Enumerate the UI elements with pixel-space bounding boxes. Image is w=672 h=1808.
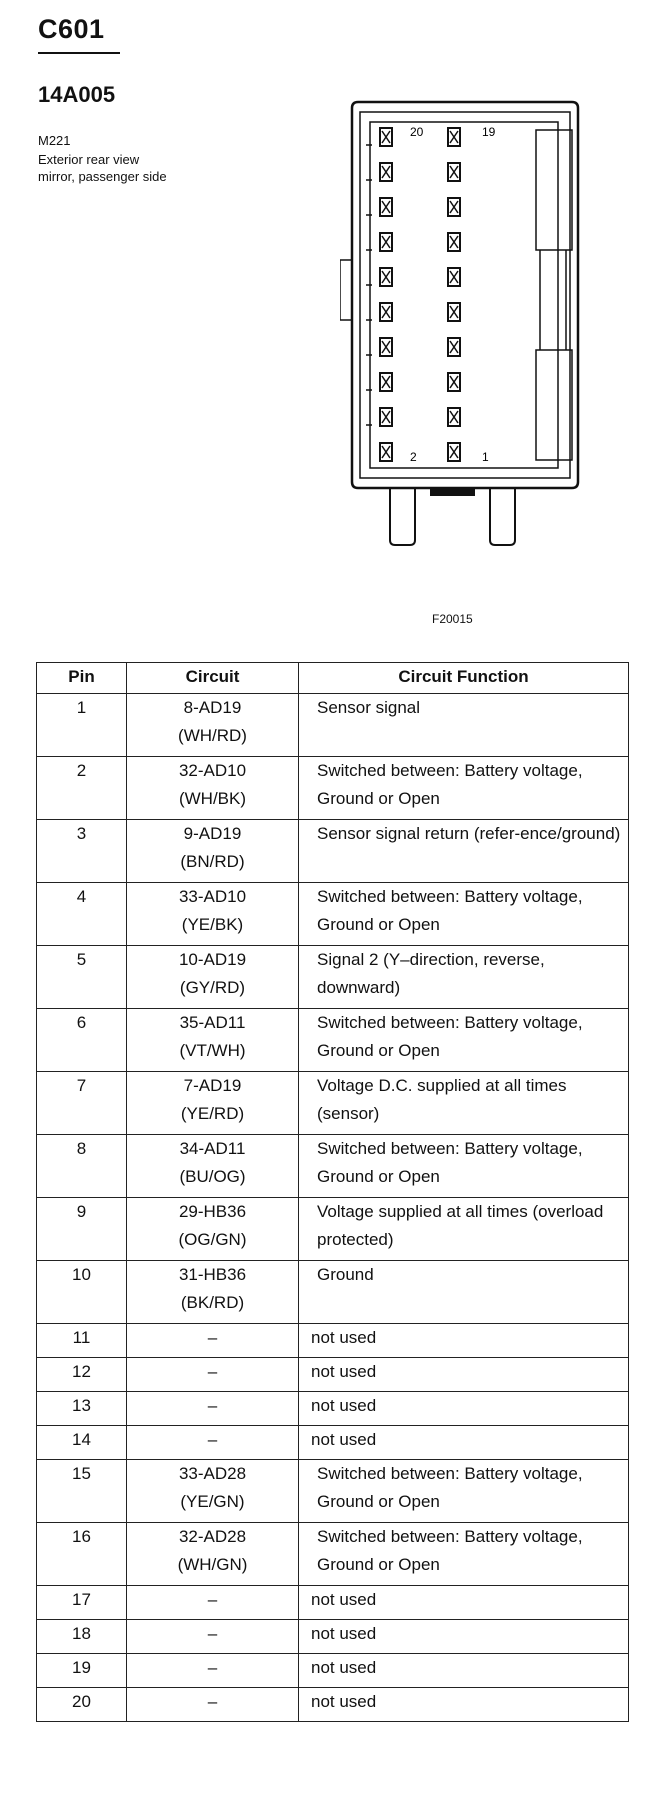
circuit-id: – xyxy=(207,1328,218,1347)
circuit-id: 32-AD28 xyxy=(178,1527,247,1546)
circuit-function: Sensor signal return (refer-ence/ground) xyxy=(299,820,629,883)
wire-color: (YE/RD) xyxy=(180,1104,245,1123)
circuit-function: not used xyxy=(299,1358,629,1392)
wire-color: (GY/RD) xyxy=(179,978,246,997)
pin-terminal xyxy=(448,443,460,461)
circuit-id: 33-AD10 xyxy=(178,887,247,906)
wire-color: (VT/WH) xyxy=(179,1041,246,1060)
pin-number: 3 xyxy=(37,820,127,883)
figure-id: F20015 xyxy=(432,612,473,626)
circuit-cell xyxy=(127,1198,299,1261)
pin-terminal xyxy=(448,198,460,216)
pin-label-2: 2 xyxy=(410,450,417,464)
circuit-function: Sensor signal xyxy=(299,694,629,757)
pin-number: 16 xyxy=(37,1523,127,1586)
circuit-cell xyxy=(127,883,299,946)
circuit-function: Switched between: Battery voltage, Ground or Open xyxy=(299,1460,629,1523)
table-row xyxy=(37,1654,629,1688)
title-underline xyxy=(38,52,120,54)
circuit-id: 7-AD19 xyxy=(183,1076,242,1095)
pin-number: 11 xyxy=(37,1324,127,1358)
wire-color: (WH/RD) xyxy=(178,726,247,745)
circuit-cell xyxy=(127,1135,299,1198)
pin-terminal xyxy=(380,408,392,426)
connector-id: C601 xyxy=(38,14,105,44)
circuit-id: – xyxy=(207,1362,218,1381)
pin-number: 15 xyxy=(37,1460,127,1523)
part-number: 14A005 xyxy=(38,82,116,107)
pin-terminal xyxy=(380,443,392,461)
circuit-cell xyxy=(127,1654,299,1688)
pin-terminal xyxy=(380,128,392,146)
table-row xyxy=(37,1198,629,1261)
circuit-function: Switched between: Battery voltage, Ground or Open xyxy=(299,757,629,820)
pin-terminal xyxy=(380,198,392,216)
table-row xyxy=(37,694,629,757)
circuit-function: not used xyxy=(299,1688,629,1722)
circuit-cell xyxy=(127,1072,299,1135)
circuit-function: not used xyxy=(299,1392,629,1426)
circuit-function: Ground xyxy=(299,1261,629,1324)
circuit-cell xyxy=(127,694,299,757)
latch-lower xyxy=(536,350,572,460)
side-key xyxy=(340,260,352,320)
table-row xyxy=(37,757,629,820)
wire-color: (YE/GN) xyxy=(180,1492,245,1511)
circuit-function: Voltage D.C. supplied at all times (sensor) xyxy=(299,1072,629,1135)
circuit-function: Switched between: Battery voltage, Ground or Open xyxy=(299,1009,629,1072)
pin-terminal xyxy=(448,128,460,146)
pin-number: 20 xyxy=(37,1688,127,1722)
circuit-function: not used xyxy=(299,1620,629,1654)
pin-terminal xyxy=(380,268,392,286)
mount-lug-right xyxy=(490,488,515,545)
table-row xyxy=(37,1586,629,1620)
pin-number: 5 xyxy=(37,946,127,1009)
table-row xyxy=(37,1460,629,1523)
circuit-id: – xyxy=(207,1624,218,1643)
table-header-row xyxy=(37,663,629,694)
pin-terminal xyxy=(448,338,460,356)
circuit-function: not used xyxy=(299,1654,629,1688)
housing-outline xyxy=(352,102,578,488)
pin-number: 7 xyxy=(37,1072,127,1135)
pin-label-19: 19 xyxy=(482,125,496,139)
component-code: M221 xyxy=(38,133,71,148)
circuit-cell xyxy=(127,1620,299,1654)
pin-number: 10 xyxy=(37,1261,127,1324)
pin-number: 9 xyxy=(37,1198,127,1261)
circuit-cell xyxy=(127,757,299,820)
table-row xyxy=(37,1392,629,1426)
circuit-cell xyxy=(127,1324,299,1358)
pin-number: 6 xyxy=(37,1009,127,1072)
pin-number: 2 xyxy=(37,757,127,820)
circuit-function: Switched between: Battery voltage, Ground or Open xyxy=(299,1135,629,1198)
component-description: Exterior rear view mirror, passenger side xyxy=(38,152,167,184)
circuit-cell xyxy=(127,1460,299,1523)
wire-color: (OG/GN) xyxy=(178,1230,247,1249)
pin-terminal xyxy=(448,303,460,321)
header-circuit-function: Circuit Function xyxy=(299,663,629,694)
header-circuit: Circuit xyxy=(127,663,299,694)
pin-number: 12 xyxy=(37,1358,127,1392)
table-row xyxy=(37,946,629,1009)
pin-number: 14 xyxy=(37,1426,127,1460)
pin-number: 19 xyxy=(37,1654,127,1688)
pin-terminal xyxy=(448,373,460,391)
pin-terminal xyxy=(448,233,460,251)
circuit-cell xyxy=(127,820,299,883)
circuit-id: 34-AD11 xyxy=(179,1139,246,1158)
circuit-id: – xyxy=(207,1590,218,1609)
wire-color: (BN/RD) xyxy=(180,852,245,871)
wire-color: (YE/BK) xyxy=(181,915,244,934)
connector-face-diagram xyxy=(340,100,590,600)
circuit-id: 31-HB36 xyxy=(178,1265,247,1284)
latch-upper xyxy=(536,130,572,250)
table-row xyxy=(37,1009,629,1072)
mount-lug-left xyxy=(390,488,415,545)
circuit-id: 33-AD28 xyxy=(178,1464,247,1483)
circuit-function: Switched between: Battery voltage, Ground or Open xyxy=(299,1523,629,1586)
pin-terminal xyxy=(380,303,392,321)
circuit-cell xyxy=(127,1586,299,1620)
mount-rib xyxy=(430,488,475,496)
circuit-id: – xyxy=(207,1658,218,1677)
pin-label-1: 1 xyxy=(482,450,489,464)
terminal-ribs xyxy=(366,145,372,425)
pin-number: 8 xyxy=(37,1135,127,1198)
pin-terminal xyxy=(448,163,460,181)
header-pin: Pin xyxy=(37,663,127,694)
circuit-function: Voltage supplied at all times (overload protected) xyxy=(299,1198,629,1261)
table-row xyxy=(37,820,629,883)
table-row xyxy=(37,1324,629,1358)
pin-terminal xyxy=(380,233,392,251)
circuit-cell xyxy=(127,1358,299,1392)
wire-color: (WH/GN) xyxy=(177,1555,248,1574)
pin-number: 1 xyxy=(37,694,127,757)
circuit-id: 9-AD19 xyxy=(183,824,242,843)
pin-number: 4 xyxy=(37,883,127,946)
table-row xyxy=(37,883,629,946)
circuit-function: not used xyxy=(299,1426,629,1460)
pin-terminal xyxy=(448,408,460,426)
pin-terminal xyxy=(380,373,392,391)
circuit-function: Signal 2 (Y–direction, reverse, downward) xyxy=(299,946,629,1009)
pin-terminal xyxy=(380,338,392,356)
table-row xyxy=(37,1688,629,1722)
circuit-cell xyxy=(127,1261,299,1324)
circuit-id: 35-AD11 xyxy=(179,1013,246,1032)
wire-color: (BU/OG) xyxy=(179,1167,246,1186)
table-row xyxy=(37,1072,629,1135)
pin-label-20: 20 xyxy=(410,125,424,139)
table-row xyxy=(37,1426,629,1460)
circuit-function: not used xyxy=(299,1586,629,1620)
circuit-cell xyxy=(127,1426,299,1460)
pin-terminal xyxy=(380,163,392,181)
circuit-id: 32-AD10 xyxy=(178,761,247,780)
pin-terminal xyxy=(448,268,460,286)
wire-color: (BK/RD) xyxy=(180,1293,245,1312)
circuit-cell xyxy=(127,1392,299,1426)
circuit-cell xyxy=(127,1688,299,1722)
table-row xyxy=(37,1358,629,1392)
pin-table xyxy=(36,662,629,1722)
circuit-id: – xyxy=(207,1430,218,1449)
circuit-id: 29-HB36 xyxy=(178,1202,247,1221)
circuit-id: – xyxy=(207,1396,218,1415)
pin-number: 18 xyxy=(37,1620,127,1654)
circuit-id: 10-AD19 xyxy=(178,950,247,969)
pin-number: 17 xyxy=(37,1586,127,1620)
circuit-function: Switched between: Battery voltage, Ground or Open xyxy=(299,883,629,946)
table-row xyxy=(37,1135,629,1198)
circuit-cell xyxy=(127,1009,299,1072)
circuit-cell xyxy=(127,946,299,1009)
pin-cavity-outline xyxy=(370,122,558,468)
table-row xyxy=(37,1620,629,1654)
wire-color: (WH/BK) xyxy=(178,789,247,808)
table-row xyxy=(37,1523,629,1586)
circuit-cell xyxy=(127,1523,299,1586)
circuit-function: not used xyxy=(299,1324,629,1358)
pin-grid xyxy=(380,128,460,461)
table-row xyxy=(37,1261,629,1324)
pin-number: 13 xyxy=(37,1392,127,1426)
circuit-id: – xyxy=(207,1692,218,1711)
circuit-id: 8-AD19 xyxy=(183,698,242,717)
